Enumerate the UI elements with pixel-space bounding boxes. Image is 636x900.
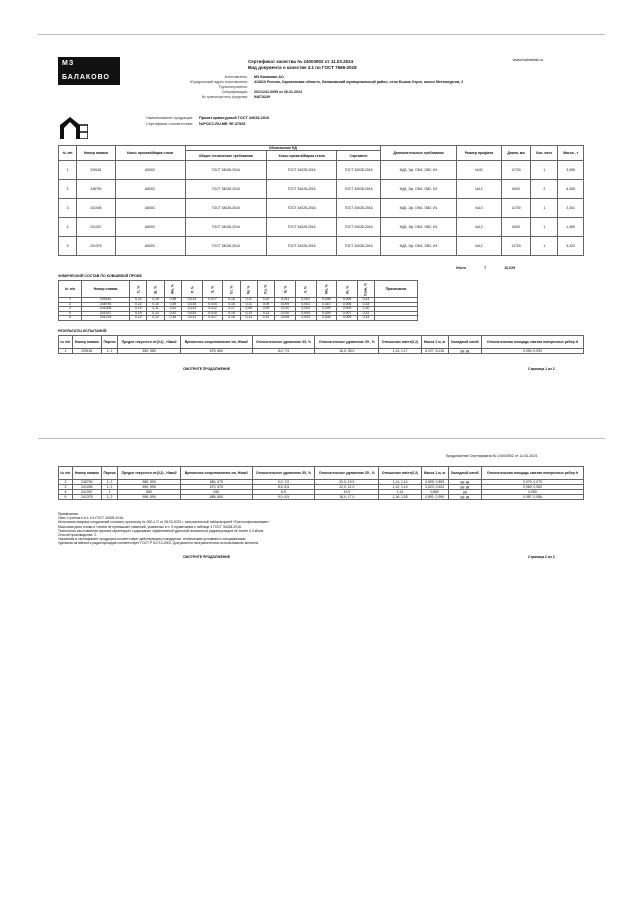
table-cell: 9,0; 7,0	[252, 480, 315, 485]
table-cell: 0,014	[182, 307, 203, 312]
column-header: Ni, %	[240, 281, 257, 298]
column-header: Холодный изгиб	[448, 467, 481, 480]
column-header: Относительная площадь смятия поперечных ребер fr	[481, 336, 583, 349]
table-cell: 0,017	[202, 298, 223, 303]
table-cell: МД1, 2ф, ОМ1, ОВ2, И1	[381, 237, 457, 256]
table-cell: 590; 580	[118, 349, 181, 354]
table-cell: 0,090; 0,093	[481, 349, 583, 354]
table-cell: 1; 2	[101, 349, 117, 354]
see-next-label: СМОТРИТЕ ПРОДОЛЖЕНИЕ	[183, 367, 230, 371]
column-header: Al, %	[337, 281, 358, 298]
column-header: Относительное удлинение δ5, %	[252, 467, 315, 480]
table-cell: ГОСТ 34028-2016	[185, 237, 267, 256]
table-cell: 11700	[501, 199, 530, 218]
table-cell: 1	[101, 490, 117, 495]
column-header: C, %	[130, 281, 147, 298]
table-cell: 8,5	[252, 490, 315, 495]
note-line: Удельная активность радионуклидов соответствует ГОСТ Р 51713-2001. Допускается неограниченное использование металла	[58, 541, 259, 546]
table-cell: МД1, 2ф, ОМ1, ОВ2, И1	[381, 180, 457, 199]
page-number: Страница 2 из 2	[528, 555, 555, 559]
continuation-title: Продолжение Сертификата № 24003902 от 11.03.2024	[445, 454, 537, 458]
table-cell: ГОСТ 34028-2016	[185, 218, 267, 237]
results-section-title: РЕЗУЛЬТАТЫ ИСПЫТАНИЙ	[58, 329, 107, 333]
table-cell: 1	[59, 298, 82, 303]
table-row	[59, 349, 584, 354]
note-line: Массовая доля олова и титана не превышает значений, указанных в п. 5 примечания к таблице 4 ГОСТ 34028-2016.	[58, 524, 242, 529]
column-header: Примечание	[375, 281, 418, 298]
table-cell: 16,0; 35,0	[315, 349, 379, 354]
chem-section-title: ХИМИЧЕСКИЙ СОСТАВ ПО КОВШЕВОЙ ПРОБЕ	[58, 274, 142, 278]
meta-row: Спецификация: 201/1241-0059 от 26.01.2024	[221, 90, 303, 94]
table-cell: 0,22	[130, 316, 147, 321]
note-line: Способ производства: 2.	[58, 533, 97, 538]
table-cell: №32	[456, 161, 501, 180]
table-cell: ГОСТ 34028-2016	[267, 199, 337, 218]
table-cell: 0,11	[240, 298, 257, 303]
table-cell: 11700	[501, 161, 530, 180]
table-cell: 1; 2	[101, 495, 117, 500]
column-header: Cu, %	[257, 281, 274, 298]
table-cell: 0,005	[337, 316, 358, 321]
table-cell: 20,0; 19,5	[315, 480, 379, 485]
column-header: Предел текучести σт(0,2) , Н/мм2	[118, 467, 181, 480]
table-cell: 0,30	[357, 307, 374, 312]
table-cell: 0,009	[275, 316, 296, 321]
table-cell: 0,003	[295, 302, 316, 307]
table-cell: 241378	[77, 237, 115, 256]
table-row	[59, 316, 418, 321]
table-cell: 241006	[81, 307, 129, 312]
column-header: Предел текучести σт(0,2) , Н/мм2	[118, 336, 181, 349]
table-cell: 0,39	[164, 302, 181, 307]
product-row: Сертификат соответствия: №РОСС.RU.МЕ.ЧЕ.37925	[146, 122, 246, 126]
table-cell: 0,003	[295, 307, 316, 312]
mh-logo-icon	[60, 117, 88, 139]
table-cell: МД1, 2ф, ОМ1, ОВ2, И1	[381, 161, 457, 180]
table-cell: 0,12	[147, 316, 164, 321]
table-cell: 0,19	[130, 307, 147, 312]
table-cell: 0,15	[147, 298, 164, 303]
table-cell: 9,0; 8,5	[252, 495, 315, 500]
table-cell: 4	[59, 218, 77, 237]
column-header: Партия	[101, 336, 117, 349]
note-line: Указанная в сертификате продукция соответствует действующим стандартам, техническим условиям и спецификации.	[58, 537, 247, 542]
table-cell: №12	[456, 237, 501, 256]
table-cell: ГОСТ 34028-2016	[337, 161, 381, 180]
table-cell: 3,423	[558, 237, 584, 256]
table-cell: 0,008	[316, 316, 337, 321]
certificate-page-2	[38, 438, 605, 579]
table-cell: 2,341	[558, 199, 584, 218]
page-number: Страница 1 из 2	[528, 367, 555, 371]
table-cell: 239181	[81, 298, 129, 303]
chemical-composition-table	[58, 280, 418, 321]
table-cell: А500С	[115, 237, 185, 256]
table-cell: 590; 595	[118, 485, 181, 490]
table-row	[59, 180, 584, 199]
table-cell: 0,43	[357, 298, 374, 303]
table-cell: уд; уд	[448, 480, 481, 485]
table-row	[59, 161, 584, 180]
table-cell: 0,43	[357, 316, 374, 321]
table-row	[59, 199, 584, 218]
column-header: Относительное удлинение δ5 , %	[315, 336, 379, 349]
column-header: Партия	[101, 467, 117, 480]
table-cell: 241337	[81, 311, 129, 316]
table-cell: 6,227; 6,216	[421, 349, 448, 354]
column-header: Холодный изгиб	[448, 336, 481, 349]
company-logo-bottom: БАЛАКОВО	[58, 71, 120, 85]
table-cell: 0,002	[295, 298, 316, 303]
table-cell: 1	[531, 161, 558, 180]
note-line: Примечания:	[58, 512, 79, 516]
table-cell	[375, 316, 418, 321]
table-cell: 0,16	[223, 298, 240, 303]
table-cell: 0,010	[275, 307, 296, 312]
certificate-type: Вид документа о качестве 3.1 по ГОСТ 7566-2018	[248, 65, 357, 70]
table-cell: 0,33	[357, 302, 374, 307]
column-header: Cr, %	[223, 281, 240, 298]
company-logo-top: МЗ	[58, 57, 120, 71]
table-cell: 0,09	[257, 307, 274, 312]
table-cell: ГОСТ 34028-2016	[185, 180, 267, 199]
column-header: Cэкв, %	[357, 281, 374, 298]
table-cell: 22,0; 21,0	[315, 485, 379, 490]
column-header: Временное сопротивление σв, Н/мм2	[181, 336, 253, 349]
table-cell: 5	[59, 495, 73, 500]
table-cell: 4	[59, 311, 82, 316]
table-cell: 0,020	[182, 311, 203, 316]
table-cell: 0,009	[275, 302, 296, 307]
table-row	[59, 218, 584, 237]
table-cell: 3,498	[558, 161, 584, 180]
table-cell: уд; уд	[448, 485, 481, 490]
table-cell: 0,069; 0,083	[481, 485, 583, 490]
meta-row: Изготовитель: МЗ Балаково АО	[224, 75, 284, 79]
column-header: Относительное удлинение δ5, %	[252, 336, 315, 349]
table-cell: 0,10	[257, 298, 274, 303]
table-cell: 0,880	[421, 490, 448, 495]
table-cell: 0,11	[240, 302, 257, 307]
table-cell: 0,13	[240, 311, 257, 316]
table-cell: 1	[531, 218, 558, 237]
table-cell: 0,623; 0,624	[421, 485, 448, 490]
table-cell: 248790	[72, 480, 101, 485]
table-cell: 2	[59, 480, 73, 485]
product-info	[103, 115, 269, 127]
table-cell: 0,41	[164, 307, 181, 312]
table-cell: 0,11	[257, 311, 274, 316]
table-cell: 2	[59, 302, 82, 307]
column-header: Масса 1 м, кг	[421, 336, 448, 349]
note-line: Технология изготовления проката гарантирует содержание эффективной удельной активности радионуклидов не более 0,3 кБк/кг.	[58, 528, 265, 533]
table-cell: 0,899; 0,893	[421, 480, 448, 485]
table-row	[59, 237, 584, 256]
table-cell: 239181	[72, 349, 101, 354]
table-cell: 5	[59, 237, 77, 256]
table-row	[59, 495, 584, 500]
table-cell: №12	[456, 218, 501, 237]
column-header: Номер плавки	[72, 467, 101, 480]
table-cell: 0,08	[240, 307, 257, 312]
table-cell: 580	[118, 490, 181, 495]
meta-row: Грузополучатель:	[218, 85, 248, 89]
table-cell: ГОСТ 34028-2016	[267, 237, 337, 256]
table-cell: 0,018	[182, 302, 203, 307]
manufacturer-info	[98, 75, 463, 100]
table-cell: 0,16	[223, 302, 240, 307]
column-header: Si, %	[147, 281, 164, 298]
table-cell: 0,004	[295, 311, 316, 316]
table-cell: 0,42	[164, 311, 181, 316]
column-header: № п/п	[59, 336, 73, 349]
table-cell: ГОСТ 34028-2016	[337, 218, 381, 237]
total-row: Итого 7 16,029	[456, 266, 516, 270]
table-cell: 248790	[81, 302, 129, 307]
table-cell: 0,014	[182, 298, 203, 303]
table-cell: 1,14; 1,14	[379, 480, 422, 485]
table-cell: 1,16; 1,18	[379, 495, 422, 500]
column-header: Временное сопротивление σв, Н/мм2	[181, 467, 253, 480]
table-cell: ГОСТ 34028-2016	[267, 161, 337, 180]
table-cell: 595; 590	[118, 495, 181, 500]
table-cell: 0,080	[481, 490, 583, 495]
table-cell: 18,0; 17,0	[315, 495, 379, 500]
column-header: P, %	[182, 281, 203, 298]
table-cell: 0,008	[316, 298, 337, 303]
table-cell: 0,005	[337, 298, 358, 303]
column-header: Номер плавки	[81, 281, 129, 298]
table-cell: 8,5; 8,5	[252, 485, 315, 490]
table-cell: 0,13	[240, 316, 257, 321]
column-header: Mn, %	[164, 281, 181, 298]
table-cell: 241006	[72, 485, 101, 490]
table-cell: ГОСТ 34028-2016	[337, 237, 381, 256]
table-cell: ГОСТ 34028-2016	[267, 218, 337, 237]
table-cell: 0,003	[337, 307, 358, 312]
test-results-table-page2	[58, 466, 584, 500]
table-cell: 0,013	[182, 316, 203, 321]
table-cell: 670; 675	[181, 485, 253, 490]
table-cell: 3	[59, 307, 82, 312]
table-cell: 0,22	[130, 302, 147, 307]
table-cell: 675; 660	[181, 349, 253, 354]
table-cell: 0,10	[147, 302, 164, 307]
table-cell: 1,469	[558, 218, 584, 237]
table-cell: 0,010	[275, 311, 296, 316]
table-cell: 1	[59, 349, 73, 354]
column-header: V, %	[295, 281, 316, 298]
table-cell: 239181	[77, 161, 115, 180]
table-cell: 0,10	[257, 316, 274, 321]
column-header: S, %	[202, 281, 223, 298]
table-cell: ГОСТ 34028-2016	[185, 161, 267, 180]
table-cell: ГОСТ 34028-2016	[185, 199, 267, 218]
table-cell: 1,12; 1,13	[379, 485, 422, 490]
note-line: Свес с учетом п.6.1.4.4 ГОСТ 34028-2016.	[58, 516, 125, 521]
table-cell: 241378	[81, 316, 129, 321]
table-cell: МД1, 2ф, ОМ1, ОВ2, И1	[381, 199, 457, 218]
table-cell: 0,087; 0,086	[481, 495, 583, 500]
table-cell: А500С	[115, 180, 185, 199]
test-results-table-page1	[58, 335, 584, 354]
column-header: Номер плавки	[72, 336, 101, 349]
column-header: Масса 1 м, кг	[421, 467, 448, 480]
column-header: Относительная площадь смятия поперечных ребер fr	[481, 467, 583, 480]
table-cell: 0,11	[147, 307, 164, 312]
table-cell: 3	[59, 199, 77, 218]
table-cell: 0,015	[202, 311, 223, 316]
table-cell: 0,006	[337, 302, 358, 307]
table-cell: 0,017	[202, 316, 223, 321]
table-cell: 0,012	[202, 307, 223, 312]
notes-block	[58, 512, 270, 546]
table-cell: 241337	[72, 490, 101, 495]
table-cell: 2	[59, 180, 77, 199]
table-cell: 0,12	[147, 311, 164, 316]
table-cell: А500С	[115, 161, 185, 180]
table-cell: уд; уд	[448, 349, 481, 354]
table-cell: 0,22	[130, 298, 147, 303]
meta-row: Юридический адрес изготовителя: 413810 Россия, Саратовская область, Балаковский муниципальный район, село Быков Отрог, шоссе Металлургов, 2	[190, 80, 464, 84]
table-cell: 0,15	[223, 316, 240, 321]
table-cell: 1; 2	[101, 480, 117, 485]
table-cell: 241337	[77, 218, 115, 237]
column-header: Отношение σв/σт(0,2)	[379, 336, 422, 349]
table-cell: 680; 675	[181, 480, 253, 485]
table-cell: №12	[456, 180, 501, 199]
table-cell: 1	[531, 237, 558, 256]
table-cell: 6,308	[558, 180, 584, 199]
see-next-label: СМОТРИТЕ ПРОДОЛЖЕНИЕ	[183, 555, 230, 559]
table-cell: 0,31	[357, 311, 374, 316]
table-cell: №10	[456, 199, 501, 218]
table-cell: уд; уд	[448, 495, 481, 500]
table-cell: 0,003	[295, 316, 316, 321]
table-cell: ГОСТ 34028-2016	[337, 180, 381, 199]
table-cell: 248790	[77, 180, 115, 199]
table-cell: А500С	[115, 199, 185, 218]
certificate-title	[248, 59, 357, 71]
column-header: N, %	[275, 281, 296, 298]
table-cell: 585; 590	[118, 480, 181, 485]
table-cell: МД1, 2ф, ОМ1, ОВ2, И1	[381, 218, 457, 237]
table-cell: 1	[59, 161, 77, 180]
table-cell: 0,007	[337, 311, 358, 316]
website-link[interactable]: www.balmetall.ru	[512, 57, 543, 62]
certificate-number: Сертификат качества № 24003902 от 11.03.2024	[248, 59, 354, 64]
table-cell: 1,14; 1,17	[379, 349, 422, 354]
table-cell: 0,17	[223, 307, 240, 312]
note-line: Испытания сварных соединений согласно протоколу № 900-1-П от 28.03.2023 г. испытательной лабораторией «Трестсофиоскинами».	[58, 520, 270, 525]
column-header: Относительное удлинение δ5 , %	[315, 467, 379, 480]
table-cell: 0,075; 0,079	[481, 480, 583, 485]
table-cell: 6000	[501, 218, 530, 237]
meta-row: № транспортного средства: 94674239	[201, 95, 270, 99]
table-cell: 5	[59, 316, 82, 321]
table-cell: 1	[531, 199, 558, 218]
table-cell: 0,18	[223, 311, 240, 316]
column-header: № п/п	[59, 467, 73, 480]
column-header: Mo, %	[316, 281, 337, 298]
shipment-table: № п/п Номер плавки Класс проката/Марка стали Обозначение НД Дополнительные требования Размер профиля Длина, мм Кол. мест Масса , т Общие технические требования Класс проката/Марка стали Сортамент 1 239181 А500С ГОСТ 34028-2016 ГОСТ 34028-2016 ГОСТ 34028-2016 МД1, 2ф, ОМ1, ОВ2, И1 №32 11700 1 3,498 2 248790 А500С ГОСТ 34028-2016 ГОСТ 34028-2016 ГОСТ 34028-2016 МД1, 2ф, ОМ1, ОВ2, И1 №12 6000 2 6,308 3 241006 А500С ГОСТ 34028-2016 ГОСТ 34028-2016 ГОСТ 34028-2016 МД1, 2ф, ОМ1, ОВ2, И1 №10 11700 1 2,341 4 241337 А500С ГОСТ 34028-2016 ГОСТ 34028-2016 ГОСТ 34028-2016 МД1, 2ф, ОМ1, ОВ2, И1 №12 6000 1 1,469 5 241378 А500С ГОСТ 34028-2016 ГОСТ 34028-2016 ГОСТ 34028-2016 МД1, 2ф, ОМ1, ОВ2, И1 №12 11700 1 3,423	[58, 145, 584, 256]
table-cell: 4	[59, 490, 73, 495]
product-row: Наименование продукции: Прокат арматурный ГОСТ 34028-2016	[146, 116, 270, 120]
table-cell: 0,98	[164, 298, 181, 303]
table-cell: 241006	[77, 199, 115, 218]
column-header: Отношение σв/σт(0,2)	[379, 467, 422, 480]
table-cell: 1,14	[379, 490, 422, 495]
column-header: № п/п	[59, 281, 82, 298]
table-cell: 685; 660	[181, 495, 253, 500]
certificate-page-1	[38, 34, 605, 435]
table-cell: ГОСТ 34028-2016	[267, 180, 337, 199]
table-cell: ГОСТ 34028-2016	[337, 199, 381, 218]
table-cell: 6000	[501, 180, 530, 199]
table-cell: 0,011	[275, 298, 296, 303]
table-cell: 0,891; 0,900	[421, 495, 448, 500]
table-cell: 0,39	[164, 316, 181, 321]
table-cell: уд	[448, 490, 481, 495]
table-cell: 0,010	[316, 302, 337, 307]
table-cell: 2	[531, 180, 558, 199]
table-cell: 0,09	[257, 302, 274, 307]
table-cell: 0,19	[130, 311, 147, 316]
table-cell: 241378	[72, 495, 101, 500]
table-cell: 0,009	[316, 311, 337, 316]
table-cell: 19,5	[315, 490, 379, 495]
table-cell: А500С	[115, 218, 185, 237]
table-cell: 8,0; 7,5	[252, 349, 315, 354]
table-cell: 1; 2	[101, 485, 117, 490]
table-cell: 0,015	[202, 302, 223, 307]
table-cell: 3	[59, 485, 73, 490]
table-cell: 0,009	[316, 307, 337, 312]
table-cell: 640	[181, 490, 253, 495]
table-cell: 11700	[501, 237, 530, 256]
